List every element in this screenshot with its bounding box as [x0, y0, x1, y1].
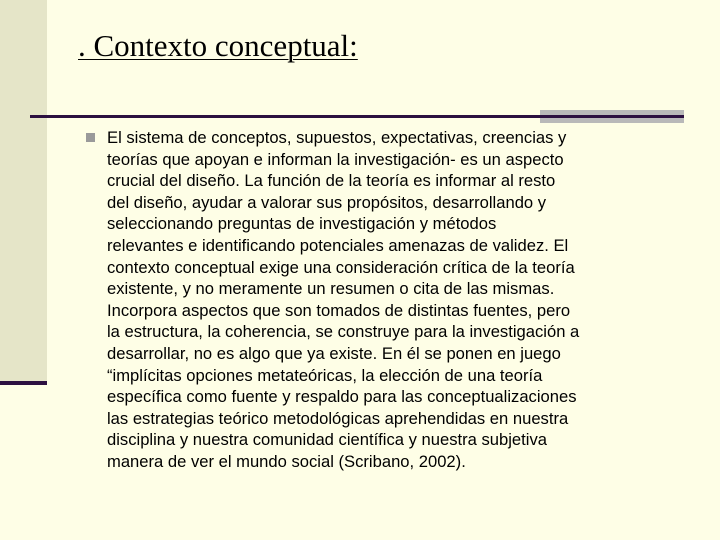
paragraph-line: disciplina y nuestra comunidad científica y nuestra subjetiva: [107, 430, 547, 450]
paragraph-line: seleccionando preguntas de investigación y métodos: [107, 214, 497, 234]
paragraph-line: manera de ver el mundo social (Scribano, 2002).: [107, 451, 466, 471]
left-panel-bottom-rule: [0, 381, 47, 385]
paragraph-line: relevantes e identificando potenciales amenazas de validez. El: [107, 235, 569, 255]
paragraph-line: “implícitas opciones metateóricas, la elección de una teoría: [107, 365, 543, 385]
divider-accent-bottom: [540, 118, 684, 123]
paragraph-line: la estructura, la coherencia, se construye para la investigación a: [107, 322, 580, 342]
paragraph-line: teorías que apoyan e informan la investigación- es un aspecto: [107, 149, 564, 169]
paragraph-line: del diseño, ayudar a valorar sus propósitos, desarrollando y: [107, 192, 547, 212]
paragraph-line: El sistema de conceptos, supuestos, expectativas, creencias y: [107, 128, 567, 147]
paragraph-line: Incorpora aspectos que son tomados de distintas fuentes, pero: [107, 300, 571, 320]
left-decorative-panel: [0, 0, 47, 384]
paragraph-line: existente, y no meramente un resumen o cita de las mismas.: [107, 279, 555, 299]
slide-title: . Contexto conceptual:: [78, 28, 358, 63]
paragraph-line: específica como fuente y respaldo para las conceptualizaciones: [107, 387, 577, 407]
bullet-paragraph: [107, 127, 681, 473]
paragraph-line: crucial del diseño. La función de la teoría es informar al resto: [107, 171, 556, 191]
square-bullet-icon: [86, 133, 95, 142]
paragraph-line: contexto conceptual exige una consideración crítica de la teoría: [107, 257, 575, 277]
paragraph-line: desarrollar, no es algo que ya existe. En él se ponen en juego: [107, 343, 561, 363]
paragraph-line: las estrategias teórico metodológicas aprehendidas en nuestra: [107, 408, 569, 428]
